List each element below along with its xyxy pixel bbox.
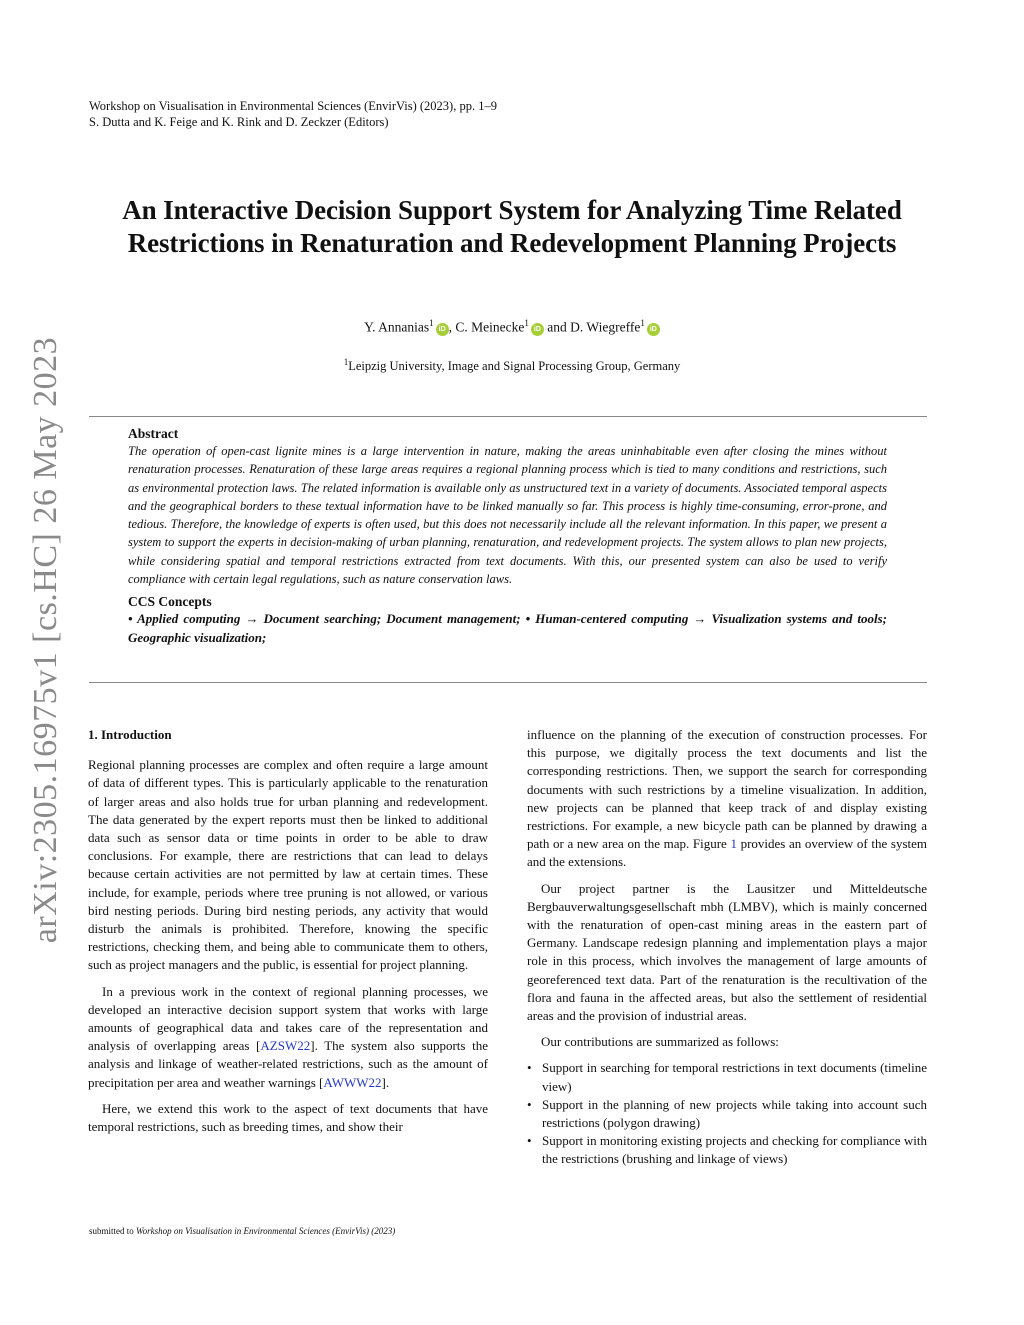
bullet-icon: • [527, 1060, 532, 1076]
header-line-editors: S. Dutta and K. Feige and K. Rink and D. Zeckzer (Editors) [89, 115, 389, 129]
title-line-1: An Interactive Decision Support System for Analyzing Time Related [122, 195, 902, 225]
paper-title [60, 194, 964, 260]
contribution-text: Support in searching for temporal restrictions in text documents (timeline view) [542, 1060, 927, 1094]
intro-paragraph-5: Our project partner is the Lausitzer und Mitteldeutsche Bergbauverwaltungsgesellschaft mbh (LMBV), which is mainly concerned with the renaturation of open-cast mining areas in the eastern part of Germany. Landscape redesign planning and implementation plays a major role in this process, which involves the management of large amounts of georeferenced text data. Part of the renaturation is the recultivation of the flora and fauna in the affected areas, but also the settlement of residential areas and the provision of industrial areas. [527, 880, 927, 1024]
citation-link-azsw22[interactable]: AZSW22 [260, 1038, 311, 1054]
footer-prefix: submitted to [89, 1226, 136, 1236]
affiliation-sup: 1 [343, 357, 349, 367]
orcid-icon[interactable]: iD [647, 323, 660, 336]
intro-paragraph-4 [527, 726, 927, 872]
footer-venue: Workshop on Visualisation in Environmental Sciences (EnvirVis) (2023) [136, 1226, 396, 1236]
page-footer [89, 1226, 395, 1236]
list-item [527, 1096, 927, 1132]
intro-p2-text-a: In a previous work in the context of regional planning processes, we developed an interactive decision support system that works with large amounts of geographical data and takes care of the representation and analysis of overlapping areas [ [88, 983, 488, 1054]
contributions-list [527, 1059, 927, 1168]
author-affil-sup: 1 [640, 318, 645, 328]
ccs-heading: CCS Concepts [128, 594, 212, 610]
figure-reference-link[interactable]: 1 [730, 836, 737, 852]
orcid-icon[interactable]: iD [436, 323, 449, 336]
affiliation [0, 357, 1024, 374]
running-header [89, 98, 497, 130]
arxiv-identifier: arXiv:2305.16975v1 [cs.HC] 26 May 2023 [27, 336, 64, 944]
abstract-section [128, 426, 887, 647]
intro-p4-text-a: influence on the planning of the execution of construction processes. For this purpose, we digitally process the text documents and list the corresponding restrictions. Then, we support the search for corresponding documents with such restrictions by a timeline visualization. In addition, new projects can be planned that keep track of and display existing restrictions. For example, a new bicycle path can be planned by drawing a path or a new area on the map. Figure [527, 727, 927, 852]
intro-paragraph-1: Regional planning processes are complex and often require a large amount of data of different types. This is particularly applicable to the renaturation of larger areas and also holds true for urban planning and redevelopment. The data generated by the expert reports must then be linked to additional data such as sensor data or time points in order to be able to draw conclusions. For example, there are restrictions that can lead to delays because certain activities are not permitted by law at certain times. These include, for example, periods where tree pruning is not allowed, or various bird nesting periods. During bird nesting periods, any activity that would disturb the animals is prohibited. Therefore, knowing the specific restrictions, checking them, and being able to communicate them to others, such as project managers and the public, is essential for project planning. [88, 757, 488, 973]
title-line-2: Restrictions in Renaturation and Redevelopment Planning Projects [127, 228, 897, 258]
intro-p4-text-b: provides an overview of the system and the extensions. [527, 836, 927, 870]
affiliation-text: Leipzig University, Image and Signal Processing Group, Germany [348, 359, 681, 374]
divider-top [89, 416, 927, 417]
bullet-icon: • [527, 1096, 532, 1112]
bullet-icon: • [527, 1133, 532, 1149]
citation-link-awww22[interactable]: AWWW22 [323, 1074, 382, 1090]
author-annanias: Y. Annanias [364, 319, 430, 335]
intro-paragraph-3: Here, we extend this work to the aspect of text documents that have temporal restrictions, such as breeding times, and show their [88, 1100, 488, 1135]
intro-paragraph-2 [88, 983, 488, 1092]
list-item [527, 1059, 927, 1095]
intro-p2-text-b: ]. The system also supports the analysis and linkage of weather-related restrictions, such as the amount of precipitation per area and weather warnings [ [88, 1038, 488, 1090]
author-affil-sup: 1 [429, 318, 434, 328]
divider-bottom [89, 682, 927, 683]
author-wiegreffe: and D. Wiegreffe [547, 319, 641, 335]
list-item [527, 1132, 927, 1168]
section-heading-introduction: 1. Introduction [88, 727, 172, 742]
abstract-text: The operation of open-cast lignite mines is a large intervention in nature, making the areas uninhabitable even after closing the mines without renaturation processes. Renaturation of these large areas requires a regional planning process which is tied to many conditions and restrictions, such as environmental protection laws. The related information is available only as unstructured text in a variety of documents. Associated temporal aspects and the geographical borders to these textual information have to be linked manually so far. This process is highly time-consuming, error-prone, and tedious. Therefore, the knowledge of experts is often used, but this does not necessarily include all the relevant information. In this paper, we present a system to support the experts in decision-making of urban planning, renaturation, and redevelopment projects. The system allows to plan new projects, while considering spatial and temporal restrictions extracted from text documents. With this, our presented system can also be used to verify compliance with certain legal regulations, such as nature conservation laws. [128, 444, 887, 587]
intro-p2-text-c: ]. [381, 1074, 390, 1090]
abstract-heading: Abstract [128, 426, 179, 441]
ccs-concepts: • Applied computing → Document searching; Document management; • Human-centered computing → Visualization systems and tools; Geographic visualization; [128, 611, 887, 645]
left-column [88, 726, 488, 1136]
contribution-text: Support in monitoring existing projects and checking for compliance with the restrictions (brushing and linkage of views) [542, 1133, 927, 1167]
intro-paragraph-6: Our contributions are summarized as follows: [541, 1034, 779, 1050]
contribution-text: Support in the planning of new projects while taking into account such restrictions (polygon drawing) [542, 1096, 927, 1131]
author-affil-sup: 1 [524, 318, 529, 328]
orcid-icon[interactable]: iD [531, 323, 544, 336]
author-list [0, 318, 1024, 336]
right-column [527, 726, 927, 1169]
author-meinecke: , C. Meinecke [448, 319, 525, 335]
header-line-venue: Workshop on Visualisation in Environmental Sciences (EnvirVis) (2023), pp. 1–9 [89, 99, 497, 113]
